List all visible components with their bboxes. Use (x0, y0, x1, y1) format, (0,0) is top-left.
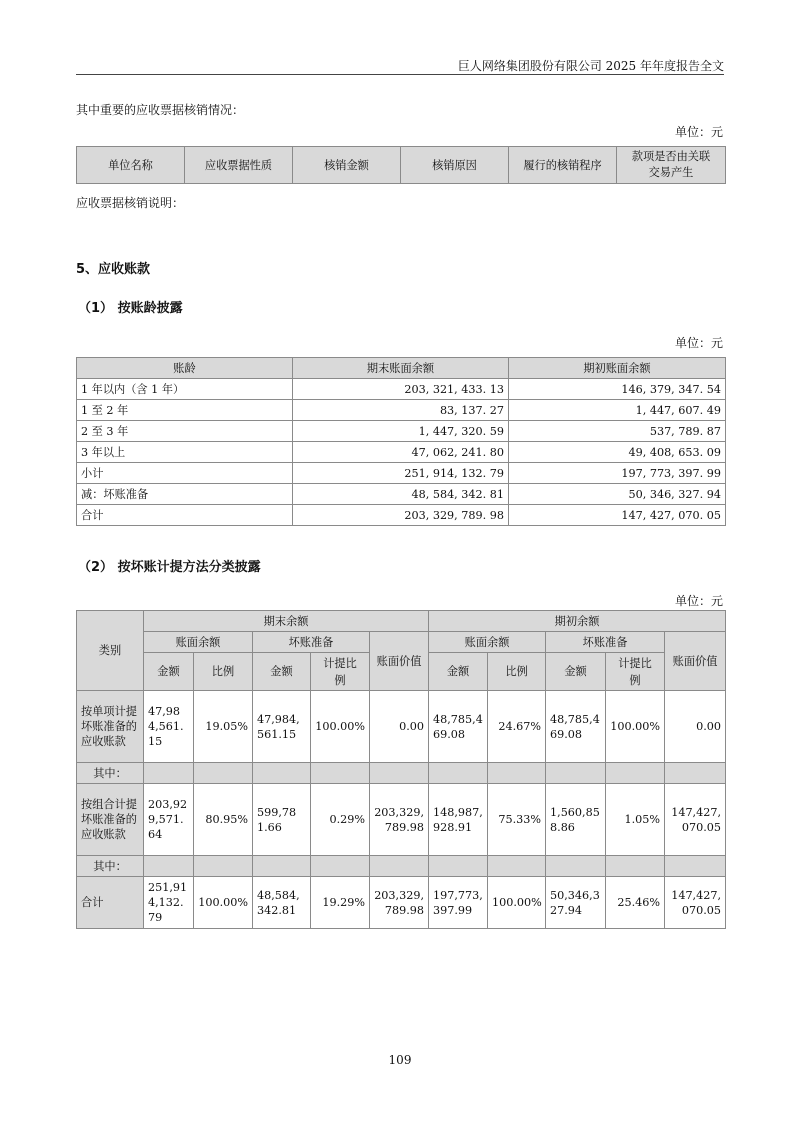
header-end-bad-debt: 坏账准备 (253, 632, 370, 653)
end-book-value: 0.00 (370, 691, 429, 763)
end-book-amount: 203,929,571.64 (144, 784, 194, 856)
table-row (77, 463, 726, 484)
table-row (77, 505, 726, 526)
begin-book-value: 147,427,070.05 (665, 877, 726, 929)
writeoff-header-row (77, 147, 726, 184)
empty-cell (311, 763, 370, 784)
aging-table (76, 357, 726, 526)
page-number: 109 (388, 1053, 412, 1067)
row-label: 合计 (77, 877, 144, 929)
end-book-ratio: 19.05% (194, 691, 253, 763)
begin-provision-ratio: 25.46% (606, 877, 665, 929)
method-unit: 单位：元 (674, 594, 723, 608)
row-label: 按单项计提坏账准备的应收账款 (77, 691, 144, 763)
end-bad-debt-amount: 47,984,561.15 (253, 691, 311, 763)
aging-label: 2 至 3 年 (77, 421, 293, 442)
begin-provision-ratio: 1.05% (606, 784, 665, 856)
empty-cell (606, 763, 665, 784)
table-row (77, 856, 726, 877)
table-row (77, 442, 726, 463)
end-provision-ratio: 19.29% (311, 877, 370, 929)
table-row (77, 400, 726, 421)
begin-book-amount: 48,785,469.08 (429, 691, 488, 763)
end-book-ratio: 100.00% (194, 877, 253, 929)
table-row (77, 784, 726, 856)
row-label: 按组合计提坏账准备的应收账款 (77, 784, 144, 856)
header-end-book-balance: 账面余额 (144, 632, 253, 653)
empty-cell (665, 856, 726, 877)
begin-provision-ratio: 100.00% (606, 691, 665, 763)
end-bad-debt-amount: 48,584,342.81 (253, 877, 311, 929)
empty-cell (144, 856, 194, 877)
empty-cell (370, 856, 429, 877)
header-amount: 金额 (429, 653, 488, 691)
end-book-amount: 251,914,132.79 (144, 877, 194, 929)
aging-end-value: 203, 321, 433. 13 (293, 379, 509, 400)
empty-cell (194, 856, 253, 877)
header-end-book-value: 账面价值 (370, 632, 429, 691)
table-row (77, 484, 726, 505)
empty-cell (370, 763, 429, 784)
row-label: 其中： (77, 763, 144, 784)
header-amount: 金额 (253, 653, 311, 691)
empty-cell (488, 856, 546, 877)
method-header-row-1 (77, 611, 726, 632)
table-row (77, 763, 726, 784)
header-begin-bad-debt: 坏账准备 (546, 632, 665, 653)
writeoff-unit: 单位：元 (674, 125, 723, 139)
aging-end-value: 1, 447, 320. 59 (293, 421, 509, 442)
empty-cell (311, 856, 370, 877)
end-book-amount: 47,984,561.15 (144, 691, 194, 763)
aging-end-value: 83, 137. 27 (293, 400, 509, 421)
empty-cell (546, 856, 606, 877)
page-header-title: 巨人网络集团股份有限公司 2025 年年度报告全文 (457, 59, 724, 73)
writeoff-col-header: 核销金额 (293, 147, 401, 184)
header-end-balance: 期末余额 (144, 611, 429, 632)
aging-label: 小计 (77, 463, 293, 484)
aging-col-header: 期初账面余额 (509, 358, 726, 379)
header-category: 类别 (77, 611, 144, 691)
empty-cell (253, 856, 311, 877)
begin-book-value: 0.00 (665, 691, 726, 763)
writeoff-intro: 其中重要的应收票据核销情况： (76, 103, 245, 117)
empty-cell (429, 763, 488, 784)
aging-begin-value: 50, 346, 327. 94 (509, 484, 726, 505)
method-header-row-2 (77, 632, 726, 653)
empty-cell (665, 763, 726, 784)
writeoff-col-header: 款项是否由关联交易产生 (617, 147, 726, 184)
header-rule (76, 74, 724, 75)
aging-header-row (77, 358, 726, 379)
empty-cell (144, 763, 194, 784)
end-book-ratio: 80.95% (194, 784, 253, 856)
aging-label: 减：坏账准备 (77, 484, 293, 505)
table-row (77, 379, 726, 400)
row-label: 其中： (77, 856, 144, 877)
writeoff-table (76, 146, 726, 184)
aging-col-header: 期末账面余额 (293, 358, 509, 379)
header-begin-book-balance: 账面余额 (429, 632, 546, 653)
writeoff-col-header: 核销原因 (401, 147, 509, 184)
header-amount: 金额 (144, 653, 194, 691)
aging-begin-value: 1, 447, 607. 49 (509, 400, 726, 421)
header-begin-book-value: 账面价值 (665, 632, 726, 691)
aging-end-value: 47, 062, 241. 80 (293, 442, 509, 463)
end-provision-ratio: 0.29% (311, 784, 370, 856)
begin-bad-debt-amount: 48,785,469.08 (546, 691, 606, 763)
header-amount: 金额 (546, 653, 606, 691)
aging-label: 1 至 2 年 (77, 400, 293, 421)
aging-label: 合计 (77, 505, 293, 526)
writeoff-col-header: 履行的核销程序 (509, 147, 617, 184)
writeoff-note: 应收票据核销说明： (76, 196, 185, 210)
end-book-value: 203,329,789.98 (370, 784, 429, 856)
header-provision-ratio: 计提比例 (606, 653, 665, 691)
begin-book-amount: 148,987,928.91 (429, 784, 488, 856)
aging-begin-value: 197, 773, 397. 99 (509, 463, 726, 484)
aging-label: 3 年以上 (77, 442, 293, 463)
subsection-aging-title: （1） 按账龄披露 (78, 301, 183, 316)
table-row (77, 877, 726, 929)
empty-cell (429, 856, 488, 877)
begin-bad-debt-amount: 50,346,327.94 (546, 877, 606, 929)
end-book-value: 203,329,789.98 (370, 877, 429, 929)
empty-cell (194, 763, 253, 784)
empty-cell (606, 856, 665, 877)
header-begin-balance: 期初余额 (429, 611, 726, 632)
begin-book-amount: 197,773,397.99 (429, 877, 488, 929)
header-ratio: 比例 (194, 653, 253, 691)
aging-end-value: 48, 584, 342. 81 (293, 484, 509, 505)
end-provision-ratio: 100.00% (311, 691, 370, 763)
aging-label: 1 年以内（含 1 年） (77, 379, 293, 400)
empty-cell (253, 763, 311, 784)
subsection-method-title: （2） 按坏账计提方法分类披露 (78, 560, 261, 575)
aging-col-header: 账龄 (77, 358, 293, 379)
aging-begin-value: 49, 408, 653. 09 (509, 442, 726, 463)
aging-end-value: 203, 329, 789. 98 (293, 505, 509, 526)
aging-begin-value: 147, 427, 070. 05 (509, 505, 726, 526)
end-bad-debt-amount: 599,781.66 (253, 784, 311, 856)
header-ratio: 比例 (488, 653, 546, 691)
table-row (77, 691, 726, 763)
table-row (77, 421, 726, 442)
aging-begin-value: 537, 789. 87 (509, 421, 726, 442)
begin-book-ratio: 75.33% (488, 784, 546, 856)
begin-book-ratio: 24.67% (488, 691, 546, 763)
empty-cell (546, 763, 606, 784)
header-provision-ratio: 计提比例 (311, 653, 370, 691)
aging-unit: 单位：元 (674, 336, 723, 350)
begin-bad-debt-amount: 1,560,858.86 (546, 784, 606, 856)
bad-debt-method-table (76, 610, 726, 929)
writeoff-col-header: 单位名称 (77, 147, 185, 184)
aging-end-value: 251, 914, 132. 79 (293, 463, 509, 484)
section-title: 5、应收账款 (76, 262, 151, 277)
writeoff-col-header: 应收票据性质 (185, 147, 293, 184)
empty-cell (488, 763, 546, 784)
aging-begin-value: 146, 379, 347. 54 (509, 379, 726, 400)
begin-book-value: 147,427,070.05 (665, 784, 726, 856)
begin-book-ratio: 100.00% (488, 877, 546, 929)
